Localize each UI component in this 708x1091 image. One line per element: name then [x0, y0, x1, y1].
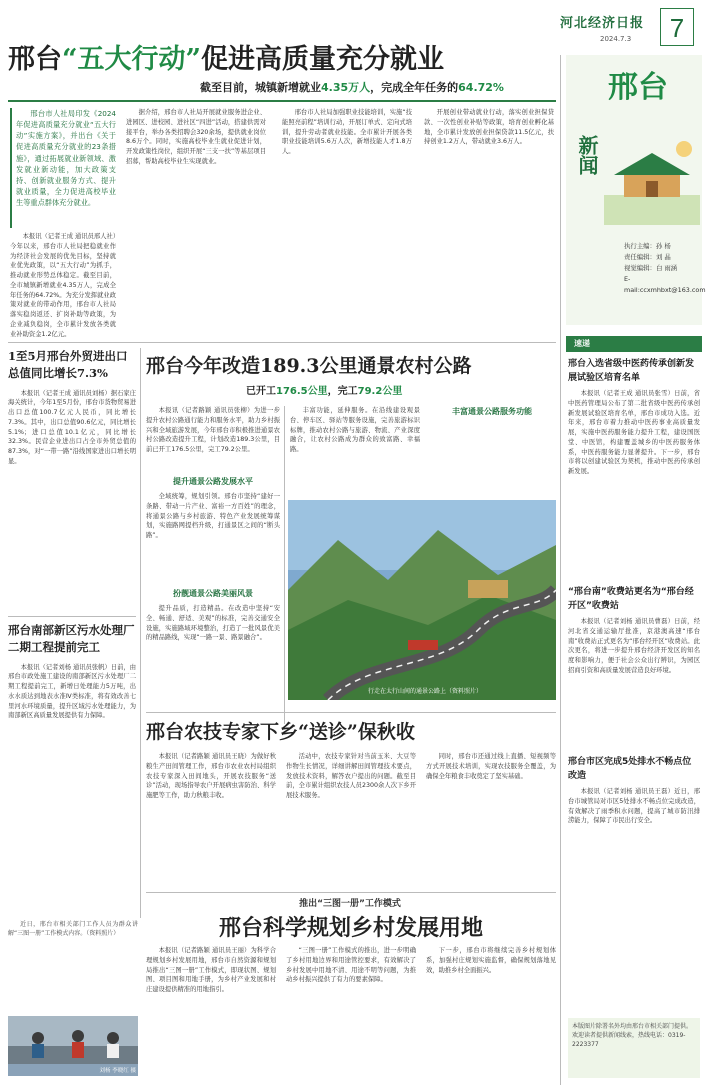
- road-sub3: 丰富通景公路服务功能: [452, 407, 532, 416]
- agri-col2: [286, 752, 416, 892]
- page-number: 7: [660, 8, 694, 46]
- lead-subhead-prefix: 截至目前，城镇新增就业: [200, 81, 321, 94]
- planning-photo-caption: [8, 920, 138, 1010]
- side-news-body: [568, 787, 700, 1017]
- pavilion-illustration: [604, 135, 700, 225]
- section-name: 邢台: [608, 70, 668, 105]
- road-subhead: [246, 384, 556, 399]
- agri-headline-text: 邢台农技专家下乡“送诊”保秋收: [146, 721, 415, 743]
- side-note-text: 本版图片除署名外均由邢台市相关部门提供。欢迎读者提供新闻线索，热线电话：0319-2223377: [572, 1023, 693, 1048]
- agri-col3: [426, 752, 556, 892]
- road-col1-text: 本报讯（记者路颖 通讯员张柳）为进一步提升农村公路通行能力和服务水平，助力乡村振兴和全域旅游发展，今年邢台市积极推进通景农村公路改造提升工程，计划改造189.3公里，目前已开工176.5公里，完工79.2公里。: [146, 407, 280, 453]
- editor-line: 视觉编辑：白 雨涵: [624, 263, 678, 272]
- planning-col2: [286, 946, 416, 1084]
- road-subhead-n2: 79.2公里: [357, 386, 403, 397]
- trade-headline: 1至5月邢台外贸进出口总值同比增长7.3%: [8, 349, 128, 381]
- road-col2-text: 提升品质，打造精品。在改造中坚持“安全、畅通、舒适、美观”的标准，完善交通安全设施，实施路域环境整治，打造了一批风景优美的精品路线，实现“一路一景、路景融合”。: [146, 605, 280, 642]
- masthead: [560, 14, 700, 48]
- side-news-body-text: 本报讯（记者刘杨 通讯员王磊）近日，邢台市城管局对市区5处排水不畅点位完成改造，有效解决了雨季积水问题，提高了城市防汛排涝能力，保障了市民出行安全。: [568, 788, 700, 825]
- planning-col3-text: 下一步，邢台市将继续完善乡村规划体系，加强村庄规划实施监督，确保规划落地见效，助推乡村全面振兴。: [426, 947, 556, 974]
- lead-headline: [8, 40, 548, 81]
- road-col1b-text: 全域统筹，规划引领。邢台市坚持“建好一条路、带动一片产业、富裕一方百姓”的理念，将通景公路与乡村旅游、特色产业发展统筹谋划，实施路网提档升级，打通景区之间的“断头路”。: [146, 493, 280, 539]
- planning-col1-text: 本报讯（记者路颖 通讯员王丽）为科学合理规划乡村发展用地，邢台市自然资源和规划局推出“三图一册”工作模式，即现状图、规划图、项目图和用地手册，为乡村产业发展和村庄建设提供精准的用地指引。: [146, 947, 276, 993]
- side-news-headline: 邢台市区完成5处排水不畅点位改造: [568, 757, 692, 781]
- column-divider: [140, 348, 141, 918]
- side-note: [568, 1018, 700, 1078]
- sewage-body-text: 本报讯（记者刘杨 通讯员张帆）日前，由邢台市政处施工建设的南部新区污水处理厂二期工程提前完工，新增日处理能力5万吨，出水水质达到地表水准Ⅳ类标准，将有效改善七里河水环境质量，提升区域污水处理能力，为南部新区高质量发展提供有力保障。: [8, 663, 136, 720]
- road-subhead-a: 已开工: [246, 386, 276, 397]
- editor-line: 责任编辑：刘 晶: [624, 252, 671, 261]
- lead-intro: [10, 108, 116, 228]
- road-col3-text: 丰富功能，延伸服务。在沿线建设观景台、停车区、驿站等服务设施，完善旅游标识标牌，推动农村公路与旅游、物流、产业深度融合，让农村公路成为群众的致富路、幸福路。: [290, 407, 420, 453]
- road-sub1: 提升通景公路发展水平: [173, 477, 253, 486]
- side-news-body: [568, 389, 700, 569]
- lead-headline-part1: 邢台: [8, 44, 62, 75]
- column-divider: [284, 406, 285, 724]
- editor-line: 执行主编：孙 杨: [624, 242, 671, 250]
- agri-headline: [146, 718, 556, 747]
- side-news-1: [568, 358, 700, 569]
- sewage-story: [8, 622, 136, 943]
- divider: [8, 616, 136, 617]
- road-photo: [288, 500, 556, 700]
- trade-story: [8, 348, 136, 589]
- lead-headline-part2: “五大行动”: [62, 44, 202, 75]
- lead-headline-part3: 促进高质量充分就业: [201, 44, 445, 75]
- planning-photo: [8, 1016, 138, 1076]
- road-photo-caption: 行走在太行山间的通景公路上（资料照片）: [368, 688, 483, 695]
- lead-subhead-num1: 4.35万人: [321, 81, 371, 94]
- lead-subhead: [200, 80, 560, 97]
- quick-news-label-text: 速递: [574, 339, 590, 348]
- side-news-headline: 邢台入选省级中医药传承创新发展试验区培育名单: [568, 359, 695, 383]
- divider: [8, 342, 556, 343]
- divider: [146, 892, 556, 893]
- editor-credits: [624, 241, 706, 295]
- sidebar-divider: [560, 55, 561, 1085]
- lead-col1: [10, 232, 116, 340]
- divider: [146, 712, 556, 713]
- trade-body: [8, 389, 136, 589]
- side-news-body-text: 本报讯（记者刘杨 通讯员曹磊）日前，经河北省交通运输厅批准，京港澳高速“邢台南”收费站正式更名为“邢台经开区”收费站。此次更名，将进一步提升邢台经济开发区的知名度和影响力，便于社会公众出行辨识，为园区招商引资和高质量发展营造良好环境。: [568, 618, 700, 674]
- planning-headline: [146, 912, 556, 945]
- lead-col2-text: 据介绍，邢台市人社局开展就业服务进企业、进园区、进校园、进社区“四进”活动，搭建供需对接平台，举办各类招聘会320余场，提供就业岗位8.6万个。同时，实施高校毕业生就业促进计划，开发政策性岗位，组织开展“三支一扶”等基层项目招募，帮助高校毕业生实现就业。: [126, 109, 266, 165]
- side-news-body-text: 本报讯（记者王成 通讯员张雪）日前，省中医药管理局公布了第二批省级中医药传承创新发展试验区培育名单，邢台市成功入选。近年来，邢台市着力推动中医药事业高质量发展，实施中医药服务能力提升工程，建设国医堂、中医馆，构建覆盖城乡的中医药服务体系，中医药服务能力显著提升。下一步，邢台市将以创建试验区为契机，推动中医药传承创新发展。: [568, 390, 700, 475]
- road-headline: [146, 352, 556, 381]
- meeting-image: [8, 1016, 138, 1064]
- side-news-headline: “邢台南”收费站更名为“邢台经开区”收费站: [568, 587, 694, 611]
- side-news-3: [568, 756, 700, 1017]
- lead-col3: [282, 108, 412, 340]
- mountain-road-image: [288, 500, 556, 700]
- road-col2: [146, 604, 280, 724]
- section-banner: [566, 55, 706, 325]
- side-news-body: [568, 617, 700, 741]
- sewage-body: [8, 663, 136, 943]
- sewage-headline: 邢台南部新区污水处理厂二期工程提前完工: [8, 623, 135, 655]
- road-col1b: [146, 492, 280, 582]
- road-subhead-b: ，完工: [327, 386, 358, 397]
- paper-name: 河北经济日报: [560, 16, 645, 31]
- lead-col4-text: 开展创业带动就业行动，落实创业担保贷款、一次性创业补贴等政策，培育创业孵化基地，全市累计发放创业担保贷款11.5亿元，扶持创业1.2万人，带动就业3.6万人。: [424, 109, 554, 146]
- section-sub-name: 新闻: [575, 135, 599, 175]
- lead-col3-text: 邢台市人社局加强职业技能培训，实施“技能照亮前程”培训行动，开展订单式、定向式培训，提升劳动者就业技能。全市累计开展各类职业技能培训5.6万人次，新增技能人才1.8万人。: [282, 109, 412, 155]
- editor-email: E-mail:ccxmhbxt@163.com: [624, 274, 706, 294]
- quick-news-label: [566, 336, 702, 352]
- lead-subhead-mid: ，完成全年任务的: [370, 81, 459, 94]
- road-sub2: 扮靓通景公路美丽风景: [173, 589, 253, 598]
- planning-headline-text: 邢台科学规划乡村发展用地: [218, 915, 483, 941]
- planning-photo-caption-text: 近日，邢台市相关部门工作人员为群众讲解“三图一册”工作模式内容。（资料照片）: [8, 921, 138, 938]
- road-headline-text: 邢台今年改造189.3公里通景农村公路: [146, 355, 472, 377]
- side-news-2: [568, 586, 700, 741]
- lead-col1-text: 本报讯（记者王成 通讯员邢人社）今年以来，邢台市人社局把稳就业作为经济社会发展的优先目标，坚持就业优先政策，以“五大行动”为抓手，推动就业形势总体稳定。截至目前，全市城镇新增就业4.35万人，完成全年任务的64.72%。为充分发挥就业政策对就业的带动作用，邢台市人社局落实稳岗返还、扩岗补助等政策，为企业减负稳岗，全市累计发放各类就业补助资金1.2亿元。: [10, 233, 116, 338]
- agri-col2-text: 活动中，农技专家针对当前玉米、大豆等作物生长情况，详细讲解田间管理技术要点，发放技术资料，解答农户提出的问题。截至目前，全市累计组织农技人员2300余人次下乡开展技术服务。: [286, 753, 416, 799]
- lead-col2: [126, 108, 266, 340]
- lead-intro-text: 邢台市人社局印发《2024年促进高质量充分就业“五大行动”实施方案》，并出台《关于促进高质量充分就业的23条措施》，通过拓展就业新领域、激发就业新动能，加大政策支持、创新就业服务方式、提升就业质量，全力促进高校毕业生等重点群体充分就业。: [16, 109, 116, 208]
- agri-col3-text: 同时，邢台市还通过线上直播、短视频等方式开展技术培训，实现农技服务全覆盖，为确保全年粮食丰收奠定了坚实基础。: [426, 753, 556, 780]
- planning-col2-text: “三图一册”工作模式的推出，进一步明确了乡村用地边界和用途管控要求，有效解决了乡村发展中用地不清、用途不明等问题，为推动乡村振兴提供了有力的要素保障。: [286, 947, 416, 984]
- road-col3: [290, 406, 420, 498]
- planning-col1: [146, 946, 276, 1084]
- road-subhead-n1: 176.5公里: [276, 386, 328, 397]
- agri-col1-text: 本报讯（记者路颖 通讯员王晓）为做好秋粮生产田间管理工作，邢台市农业农村局组织农技专家深入田间地头，开展农技服务“送诊”活动，现场指导农户开展病虫害防治、科学施肥等工作，助力秋粮丰收。: [146, 753, 276, 799]
- planning-col3: [426, 946, 556, 1084]
- issue-date: 2024.7.3: [600, 35, 632, 43]
- planning-photo-author: 刘杨 李晓红 摄: [99, 1067, 136, 1074]
- agri-col1: [146, 752, 276, 892]
- trade-body-text: 本报讯（记者王成 通讯员刘杨）据石家庄海关统计，今年1至5月份，邢台市货物贸易进出口总值100.7亿元人民币，同比增长7.3%。其中，出口总值90.6亿元，同比增长5.1%；进口总值10.1亿元，同比增长32.3%。民营企业进出口占全市外贸总值的87.3%，对“一带一路”沿线国家进出口增长明显。: [8, 389, 136, 465]
- lead-rule: [8, 100, 556, 102]
- planning-kicker: 推出“三图一册”工作模式: [299, 899, 401, 909]
- lead-col4: [424, 108, 554, 340]
- lead-subhead-num2: 64.72%: [458, 81, 504, 94]
